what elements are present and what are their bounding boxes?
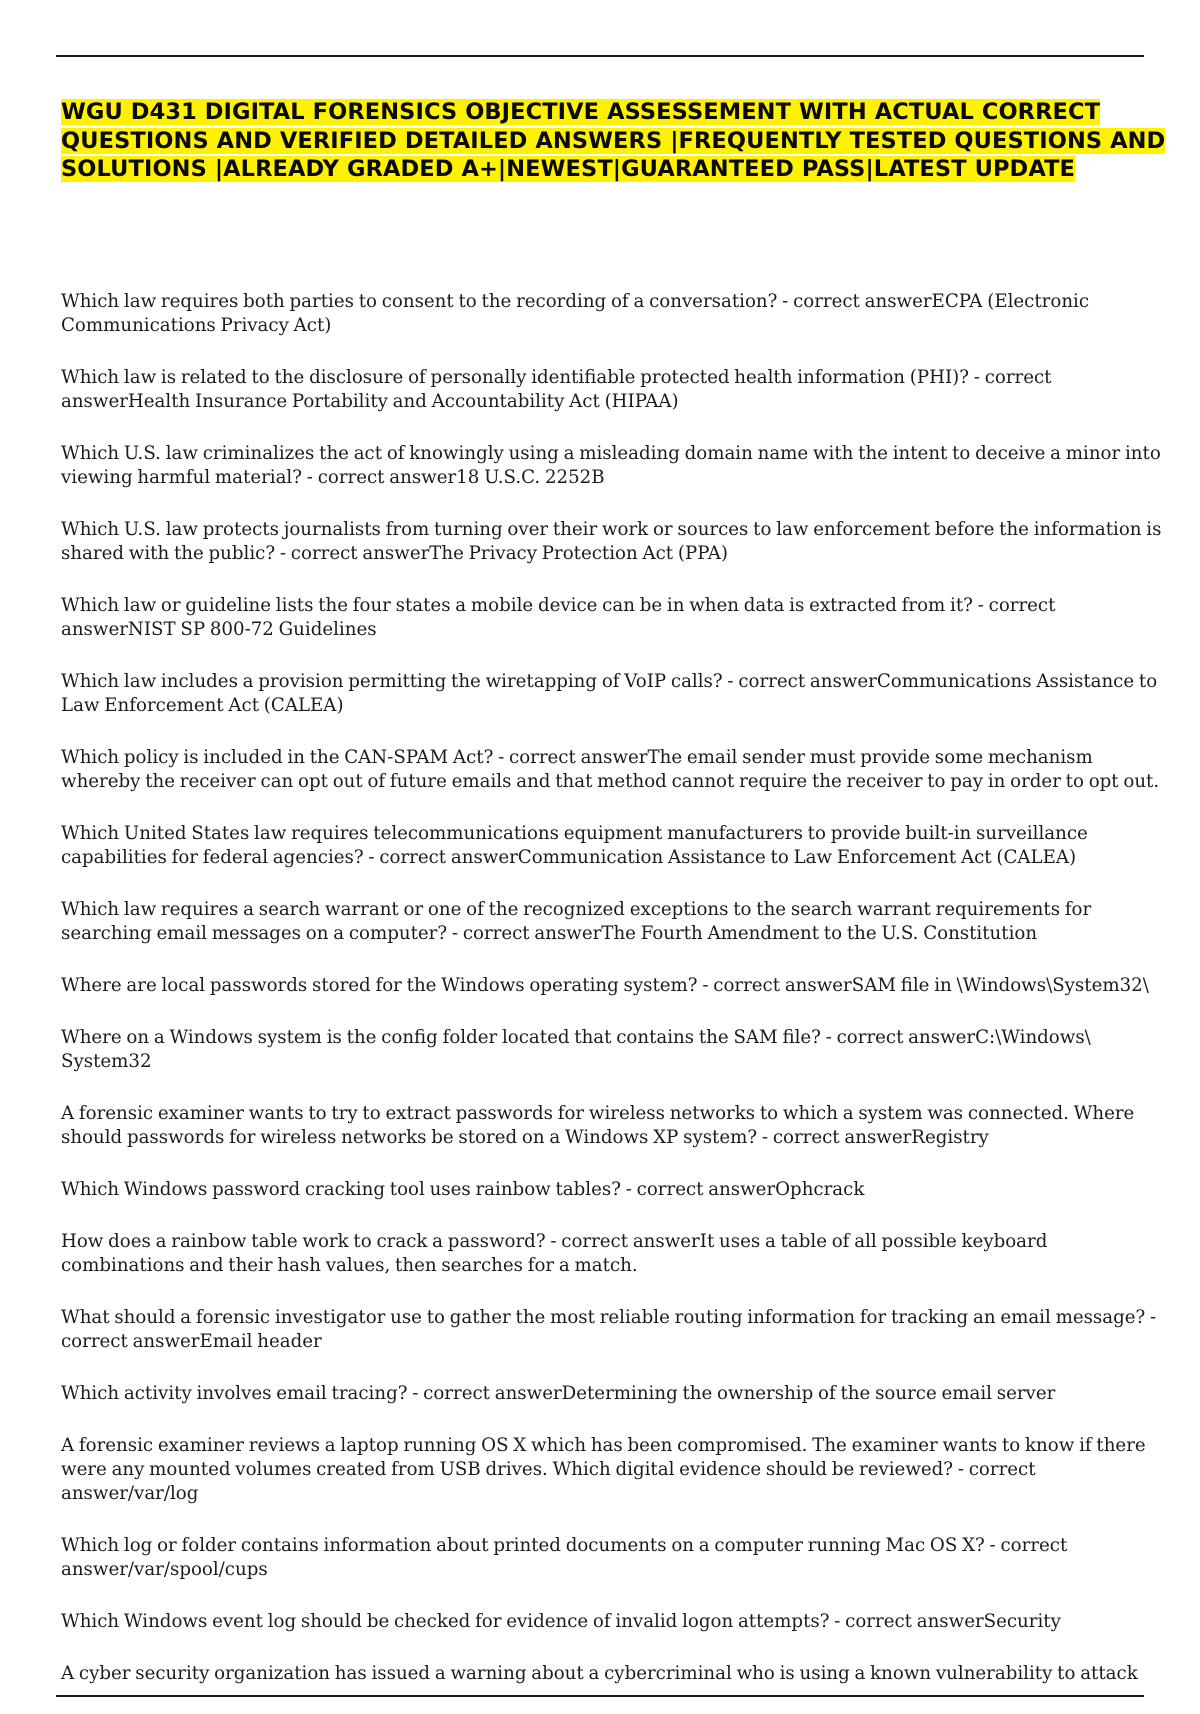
qa-item: What should a forensic investigator use to gather the most reliable routing information for tracking an email message? - correct answerEmail header [61, 1307, 1157, 1352]
qa-item: Which law requires both parties to consent to the recording of a conversation? - correct answerECPA (Electronic Communications Privacy Act) [61, 291, 1090, 336]
qa-item: Which log or folder contains information about printed documents on a computer running Mac OS X? - correct answer/var/spool/cups [61, 1535, 1068, 1580]
qa-item: A forensic examiner reviews a laptop running OS X which has been compromised. The examiner wants to know if there were any mounted volumes created from USB drives. Which digital evidence should be reviewed? - correct answer/var/log [61, 1435, 1146, 1504]
qa-item: Which Windows password cracking tool uses rainbow tables? - correct answerOphcrack [61, 1179, 865, 1200]
qa-item: Which U.S. law criminalizes the act of knowingly using a misleading domain name with the intent to deceive a minor into viewing harmful material? - correct answer18 U.S.C. 2252B [61, 443, 1161, 488]
qa-item: Which policy is included in the CAN-SPAM Act? - correct answerThe email sender must provide some mechanism whereby the receiver can opt out of future emails and that method cannot require the receiver to pay in order to opt out. [61, 747, 1160, 792]
bottom-rule [56, 1695, 1144, 1697]
qa-list [61, 290, 1171, 1714]
qa-item: Which activity involves email tracing? - correct answerDetermining the ownership of the source email server [61, 1383, 1056, 1404]
qa-item: Which law or guideline lists the four states a mobile device can be in when data is extracted from it? - correct answerNIST SP 800-72 Guidelines [61, 595, 1056, 640]
qa-item: A forensic examiner wants to try to extract passwords for wireless networks to which a system was connected. Where should passwords for wireless networks be stored on a Windows XP system? - correct answerRegistry [61, 1103, 1135, 1148]
document-title [61, 98, 1171, 184]
qa-item: How does a rainbow table work to crack a password? - correct answerIt uses a table of all possible keyboard combinations and their hash values, then searches for a match. [61, 1231, 1048, 1276]
highlighted-title-text: WGU D431 DIGITAL FORENSICS OBJECTIVE ASSESSEMENT WITH ACTUAL CORRECT QUESTIONS AND VERIFIED DETAILED ANSWERS |FREQUENTLY TESTED QUESTIONS AND SOLUTIONS |ALREADY GRADED A+|NEWEST|GUARANTEED PASS|LATEST UPDATE [61, 99, 1166, 182]
qa-item: Where on a Windows system is the config folder located that contains the SAM file? - correct answerC:\Windows\ System32 [61, 1027, 1091, 1072]
qa-item: Which law is related to the disclosure of personally identifiable protected health information (PHI)? - correct answerHealth Insurance Portability and Accountability Act (HIPAA) [61, 367, 1052, 412]
qa-item: Which law requires a search warrant or one of the recognized exceptions to the search warrant requirements for searching email messages on a computer? - correct answerThe Fourth Amendment to the U.S. Constitution [61, 899, 1092, 944]
qa-item: Which U.S. law protects journalists from turning over their work or sources to law enforcement before the information is shared with the public? - correct answerThe Privacy Protection Act (PPA) [61, 519, 1162, 564]
qa-item: A cyber security organization has issued a warning about a cybercriminal who is using a known vulnerability to attack [61, 1663, 1138, 1684]
qa-item: Which law includes a provision permitting the wiretapping of VoIP calls? - correct answerCommunications Assistance to Law Enforcement Act (CALEA) [61, 671, 1158, 716]
top-rule [56, 55, 1144, 57]
qa-item: Where are local passwords stored for the Windows operating system? - correct answerSAM file in \Windows\System32\ [61, 975, 1149, 996]
qa-item: Which United States law requires telecommunications equipment manufacturers to provide built-in surveillance capabilities for federal agencies? - correct answerCommunication Assistance to Law Enforcement Act (CALEA) [61, 823, 1088, 868]
qa-item: Which Windows event log should be checked for evidence of invalid logon attempts? - correct answerSecurity [61, 1611, 1061, 1632]
